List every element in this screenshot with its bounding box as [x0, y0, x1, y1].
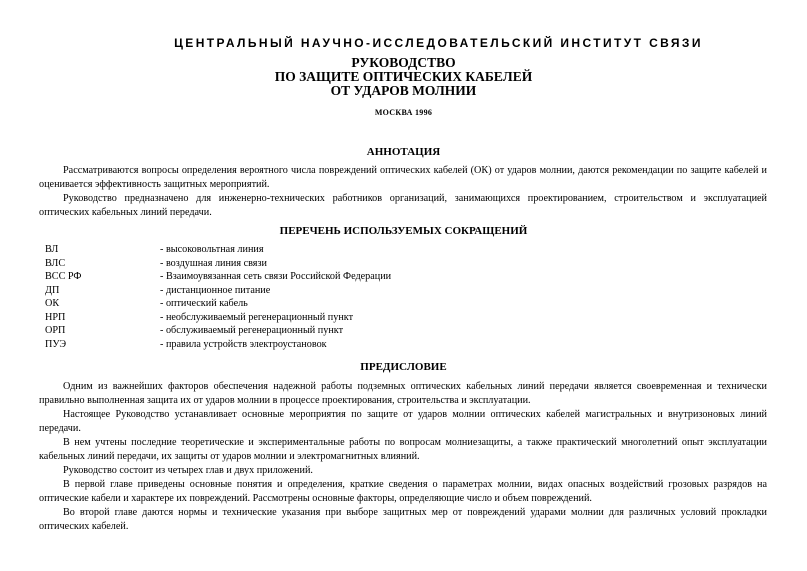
abbreviations-heading: ПЕРЕЧЕНЬ ИСПОЛЬЗУЕМЫХ СОКРАЩЕНИЙ	[279, 225, 528, 237]
abbreviation-row	[45, 257, 545, 271]
abbreviation-row	[45, 297, 545, 311]
abbreviation-term: ВЛ	[45, 244, 59, 255]
annotation-paragraph-1: Рассматриваются вопросы определения вероятного числа повреждений оптических кабелей (ОК) от ударов молнии, даются рекомендации по защите кабелей и оценивается эффективность защитных мероприятий.	[39, 165, 767, 190]
abbreviation-row	[45, 311, 545, 325]
abbreviation-term: ВЛС	[45, 257, 66, 269]
preface-paragraph-4: Руководство состоит из четырех глав и двух приложений.	[63, 465, 313, 476]
title-line-2: ПО ЗАЩИТЕ ОПТИЧЕСКИХ КАБЕЛЕЙ	[274, 69, 533, 84]
abbreviation-row	[45, 270, 545, 284]
abbreviation-row	[45, 243, 545, 257]
abbreviation-term: НРП	[45, 311, 66, 323]
abbreviation-definition: - высоковольтная линия	[160, 244, 264, 255]
abbreviation-definition: - воздушная линия связи	[160, 257, 267, 269]
document-title	[0, 56, 807, 98]
abbreviations-list	[45, 243, 545, 351]
preface-paragraph-5: В первой главе приведены основные понятия и определения, краткие сведения о параметрах молнии, видах опасных воздействий грозовых разрядов на оптические кабели и характере их повреждений. Рассмотрены основные факторы, определяющие число и объем повреждений.	[39, 479, 767, 504]
abbreviation-term: ОК	[45, 298, 60, 309]
abbreviation-definition: - дистанционное питание	[160, 284, 271, 296]
abbreviation-row	[45, 324, 545, 338]
abbreviation-definition: - Взаимоувязанная сеть связи Российской Федерации	[160, 271, 392, 282]
abbreviation-term: ОРП	[45, 325, 66, 336]
title-line-1: РУКОВОДСТВО	[351, 55, 456, 70]
preface-heading: ПРЕДИСЛОВИЕ	[360, 361, 447, 373]
annotation-heading: АННОТАЦИЯ	[366, 146, 441, 158]
institute-name: ЦЕНТРАЛЬНЫЙ НАУЧНО-ИССЛЕДОВАТЕЛЬСКИЙ ИНСТИТУТ СВЯЗИ	[174, 36, 703, 50]
preface-paragraph-6: Во второй главе даются нормы и технические указания при выборе защитных мер от повреждений ударами молнии для различных условий прокладки оптических кабелей.	[39, 507, 767, 532]
abbreviation-definition: - оптический кабель	[160, 298, 248, 309]
preface-paragraph-2: Настоящее Руководство устанавливает основные мероприятия по защите от ударов молнии оптических кабелей магистральных и внутризоновых линий передачи.	[39, 409, 767, 434]
preface-paragraph-1: Одним из важнейших факторов обеспечения надежной работы подземных оптических кабельных линий передачи является своевременная и технически правильно выполненная защита их от ударов молнии в процессе проектирования, строительства и эксплуатации.	[39, 381, 767, 406]
annotation-paragraph-2: Руководство предназначено для инженерно-технических работников организаций, занимающихся проектированием, строительством и эксплуатацией оптических кабельных линий передачи.	[39, 193, 767, 218]
abbreviation-term: ПУЭ	[45, 338, 67, 350]
abbreviation-term: ДП	[45, 284, 60, 296]
abbreviation-definition: - необслуживаемый регенерационный пункт	[160, 311, 354, 323]
abbreviation-row	[45, 338, 545, 352]
preface-paragraph-3: В нем учтены последние теоретические и экспериментальные работы по вопросам молниезащиты, а также практический многолетний опыт эксплуатации кабельных линий передачи, их защиты от ударов молнии и электромагнитных влияний.	[39, 437, 767, 462]
abbreviation-term: ВСС РФ	[45, 271, 82, 282]
abbreviation-definition: - обслуживаемый регенерационный пункт	[160, 325, 344, 336]
city-year: МОСКВА 1996	[374, 108, 433, 117]
title-line-3: ОТ УДАРОВ МОЛНИИ	[330, 83, 477, 98]
abbreviation-row	[45, 284, 545, 298]
abbreviation-definition: - правила устройств электроустановок	[160, 338, 327, 350]
